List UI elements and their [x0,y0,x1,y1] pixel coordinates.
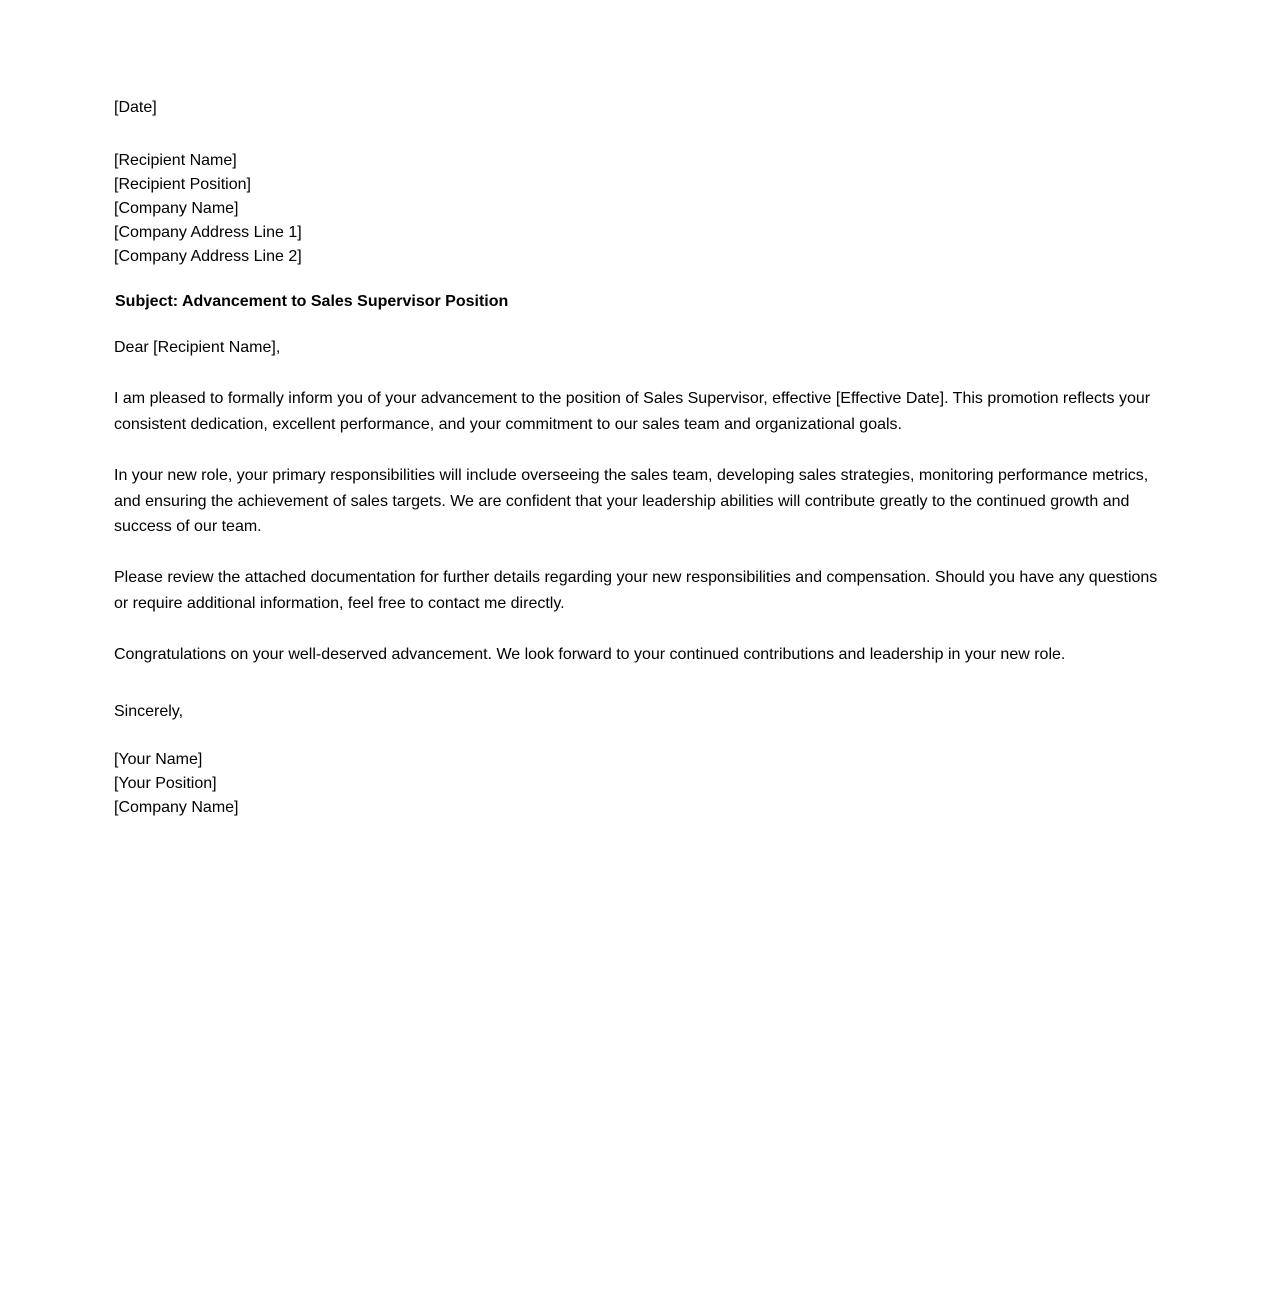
sender-position: [Your Position] [114,775,217,792]
sender-name: [Your Name] [114,751,203,768]
body-paragraph-4: Congratulations on your well-deserved advancement. We look forward to your continued contributions and leadership in your new role. [114,646,1066,663]
recipient-position: [Recipient Position] [114,176,251,193]
recipient-address-line-1: [Company Address Line 1] [114,224,302,241]
recipient-company: [Company Name] [114,200,239,217]
recipient-name: [Recipient Name] [114,152,237,169]
body-paragraph-1: I am pleased to formally inform you of your advancement to the position of Sales Supervisor, effective [Effective Date]. This promotion reflects your consistent dedication, excellent performance, and your commitment to our sales team and organizational goals. [114,390,1151,433]
salutation: Dear [Recipient Name], [114,339,281,356]
body-paragraph-3: Please review the attached documentation for further details regarding your new responsibilities and compensation. Should you have any questions or require additional information, feel free to contact me directly. [114,569,1158,612]
closing: Sincerely, [114,703,184,720]
letter-date: [Date] [114,99,157,116]
sender-company: [Company Name] [114,799,239,816]
body-paragraph-2: In your new role, your primary responsibilities will include overseeing the sales team, developing sales strategies, monitoring performance metrics, and ensuring the achievement of sales targets. We are confident that your leadership abilities will contribute greatly to the continued growth and success of our team. [114,467,1149,536]
letter-subject: Subject: Advancement to Sales Supervisor Position [115,293,509,310]
recipient-address-line-2: [Company Address Line 2] [114,248,302,265]
